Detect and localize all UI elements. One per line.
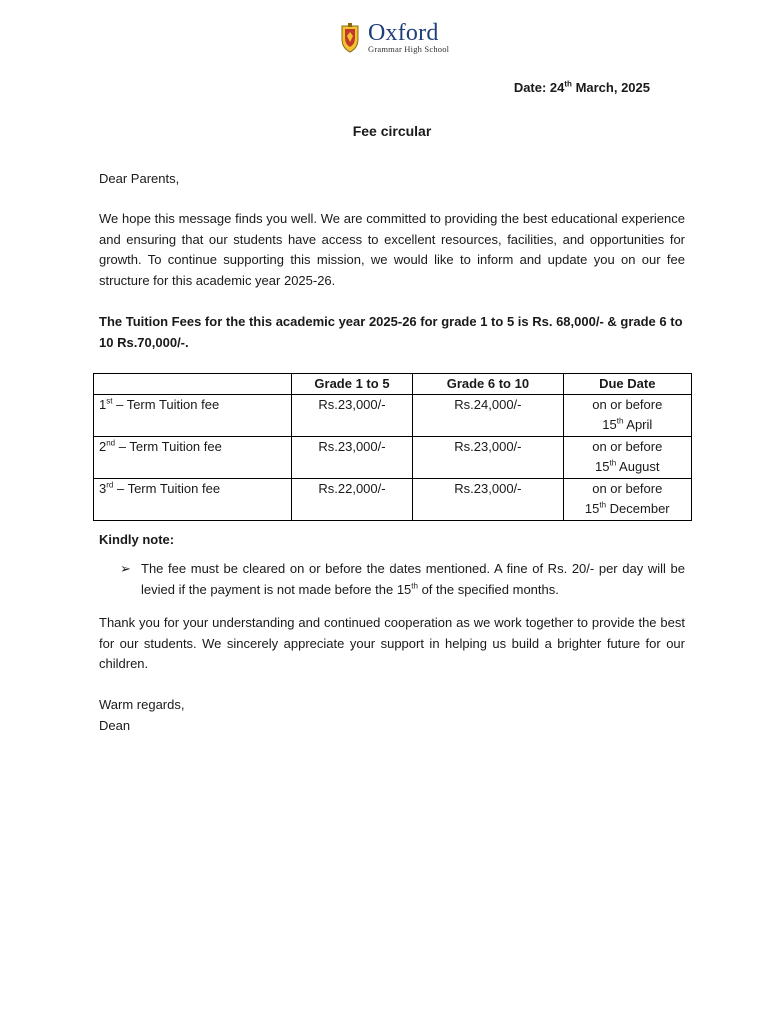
due-date: on or before 15th August — [563, 437, 691, 479]
due-date: on or before 15th December — [563, 479, 691, 521]
fee-grade-1-5: Rs.23,000/- — [291, 437, 413, 479]
circular-date: Date: 24th March, 2025 — [513, 79, 650, 95]
fee-grade-6-10: Rs.23,000/- — [413, 479, 563, 521]
table-header-cell: Due Date — [563, 374, 691, 395]
fee-grade-6-10: Rs.23,000/- — [413, 437, 563, 479]
table-header-cell — [94, 374, 292, 395]
table-header-cell: Grade 1 to 5 — [291, 374, 413, 395]
note-heading: Kindly note: — [99, 532, 175, 547]
fee-grade-6-10: Rs.24,000/- — [413, 395, 563, 437]
signature: Dean — [99, 718, 131, 733]
due-date: on or before 15th April — [563, 395, 691, 437]
table-row — [94, 437, 692, 479]
term-label: 2nd – Term Tuition fee — [94, 437, 292, 479]
intro-paragraph: We hope this message finds you well. We are committed to providing the best educational experience and ensuring that our students have access to excellent resources, facilities, and opportunities for growth. To continue supporting this mission, we would like to inform and update you on our fee structure for this academic year 2025-26. — [99, 211, 685, 288]
fee-grade-1-5: Rs.22,000/- — [291, 479, 413, 521]
table-row — [94, 395, 692, 437]
arrow-bullet-icon: ➢ — [120, 561, 131, 576]
fee-grade-1-5: Rs.23,000/- — [291, 395, 413, 437]
school-crest-icon — [340, 23, 360, 53]
page-title: Fee circular — [352, 123, 432, 139]
school-subtitle: Grammar High School — [368, 44, 450, 54]
term-label: 1st – Term Tuition fee — [94, 395, 292, 437]
note-item: The fee must be cleared on or before the dates mentioned. A fine of Rs. 20/- per day will be levied if the payment is not made before the 15th of the specified months. — [141, 561, 685, 597]
table-row — [94, 479, 692, 521]
closing-paragraph: Thank you for your understanding and continued cooperation as we work together to provide the best for our students. We sincerely appreciate your support in helping us build a brighter future for our children. — [99, 615, 685, 671]
table-header-row — [94, 374, 692, 395]
greeting: Dear Parents, — [99, 171, 180, 186]
closing-salutation: Warm regards, — [99, 697, 185, 712]
fee-table — [93, 373, 692, 521]
school-logo — [340, 22, 449, 54]
table-header-cell: Grade 6 to 10 — [413, 374, 563, 395]
term-label: 3rd – Term Tuition fee — [94, 479, 292, 521]
school-name: Oxford — [368, 20, 439, 46]
fees-statement: The Tuition Fees for the this academic year 2025-26 for grade 1 to 5 is Rs. 68,000/- & grade 6 to 10 Rs.70,000/-. — [99, 314, 683, 350]
